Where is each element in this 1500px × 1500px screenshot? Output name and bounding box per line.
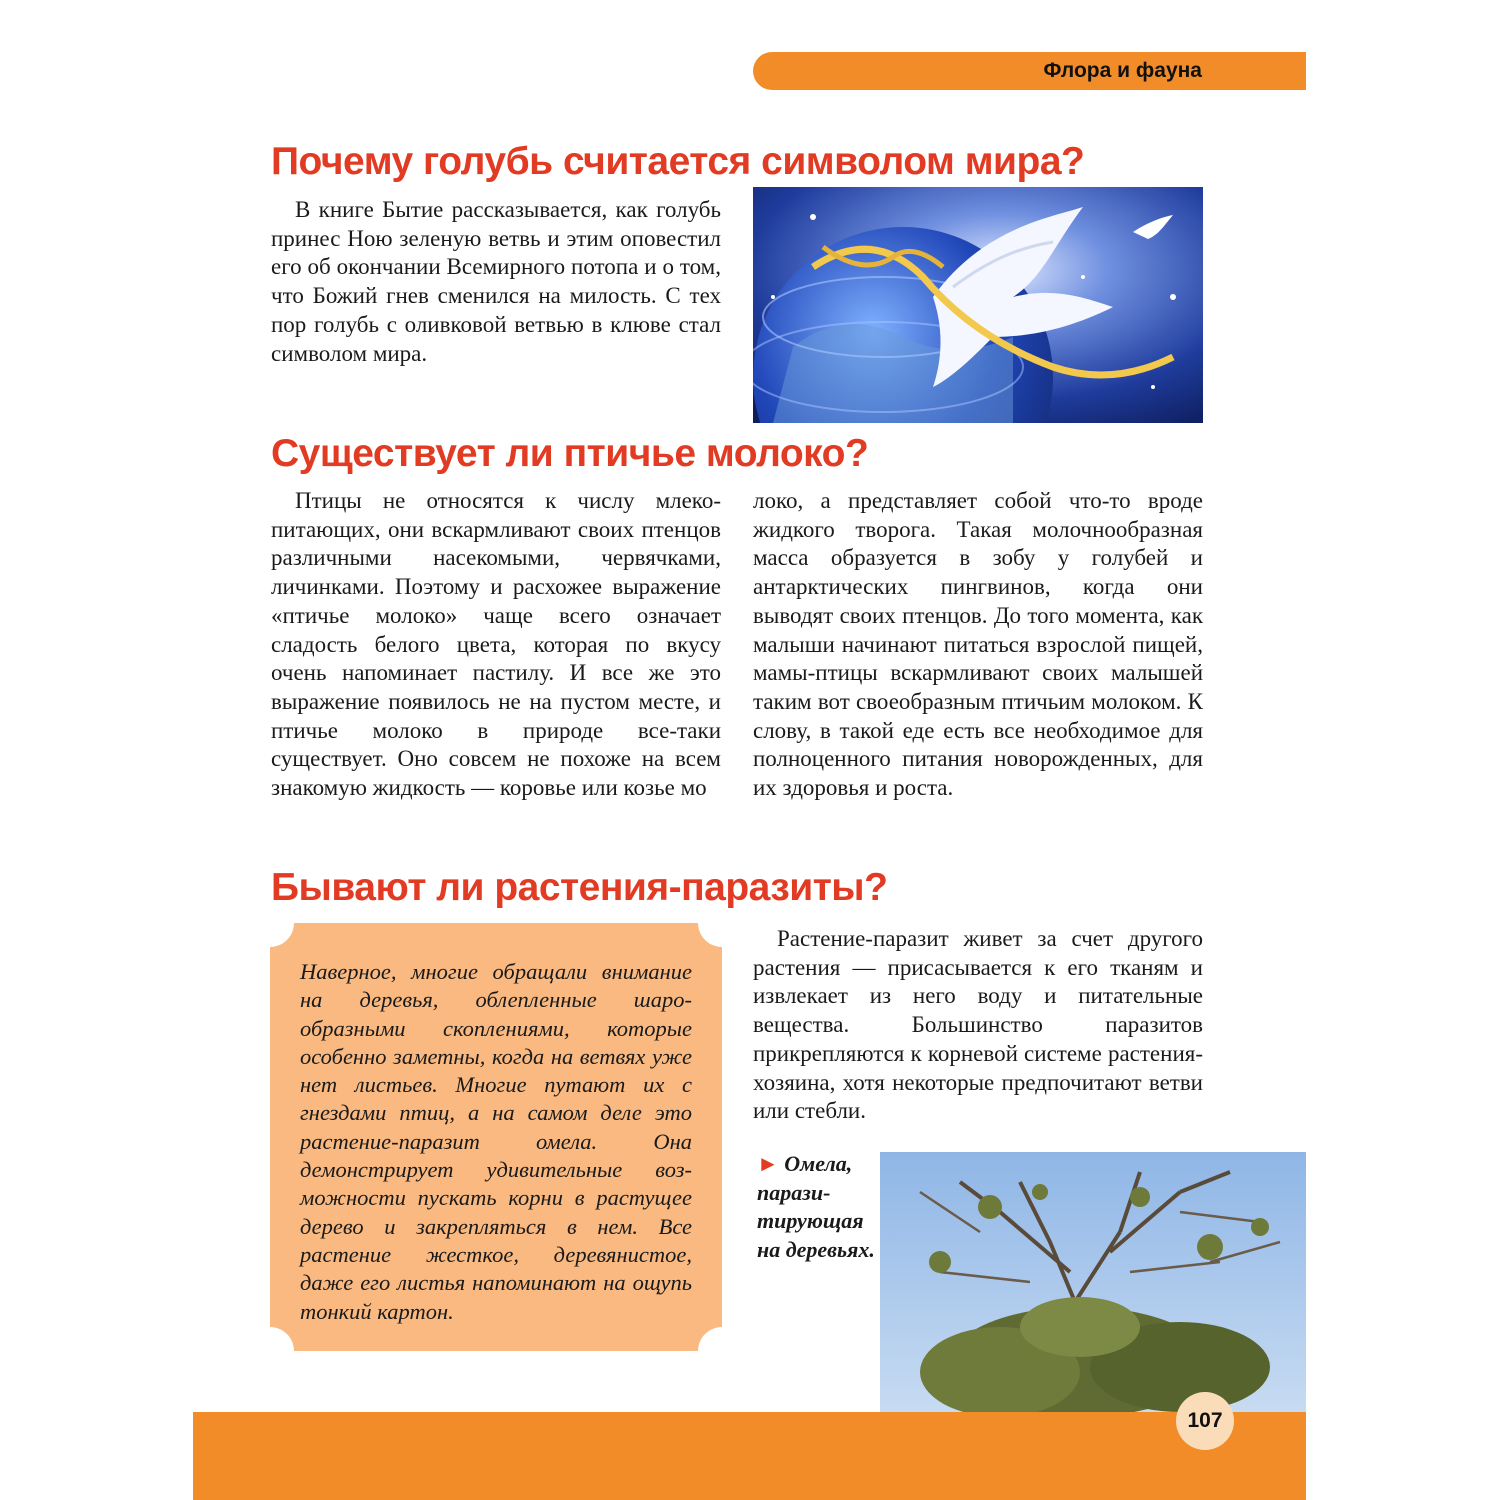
section-header-bar xyxy=(753,52,1306,90)
photo-caption xyxy=(757,1150,875,1264)
text-bird-milk-column-1: Птицы не относятся к числу млекопитающих, они вскармливают своих птенцов различными насекомыми, червячками, личинками. Поэтому и расхожее выражение «птичье молоко» чаще всего означает сладость белого цвета, которая по вкусу очень напоминает пастилу. И все же это выражение появилось не на пустом месте, и птичье молоко в природе все-таки существует. Оно совсем не похоже на всем знакомую жидкость — коровье или козье мо xyxy=(271,488,721,801)
caption-text: Омела, паразитирующая на деревьях. xyxy=(757,1151,875,1262)
text-parasitic-plants: Растение-паразит живет за счет другого растения — присасывается к его тканям и извлекает из него воду и питательные вещества. Большинство паразитов прикрепляются к корневой системе растения-хозяина, хотя некоторые предпочитают ветви или стебли. xyxy=(753,926,1203,1124)
tree-picture xyxy=(880,1152,1306,1412)
heading-dove-symbol: Почему голубь считается символом мира? xyxy=(271,140,1085,183)
text-bird-milk-column-2: локо, а представляет собой что-то вроде жидкого творога. Такая молочнообразная масса образуется в зобу у голубей и антарктических пингвинов, когда они выводят своих птенцов. До того момента, как малыши начинают питаться взрослой пищей, мамы-птицы вскармливают своих малышей таким вот своеобразным птичьим молоком. К слову, в такой еде есть все необходимое для полноценного питания новорожденных, для их здоровья и роста. xyxy=(753,488,1203,801)
heading-bird-milk: Существует ли птичье молоко? xyxy=(271,432,869,475)
dove-globe-picture xyxy=(753,187,1203,423)
dove-illustration xyxy=(753,187,1203,423)
text-dove-symbol: В книге Бытие рассказывается, как голубь принес Ною зеленую ветвь и этим оповестил его об окончании Всемирного потопа и о том, что Божий гнев сменился на милость. С тех пор голубь с оливковой ветвью в клюве стал символом мира. xyxy=(271,197,721,366)
section-header-label: Флора и фауна xyxy=(1043,59,1202,82)
page-number-badge: 107 xyxy=(1176,1392,1234,1450)
mistletoe-photo xyxy=(880,1152,1306,1412)
caption-arrow-icon: ► xyxy=(757,1151,779,1176)
note-mistletoe-text: Наверное, многие обращали внимание на деревья, облепленные шарообразными скоплениями, которые особенно заметны, когда на ветвях уже нет листьев. Многие путают их с гнездами птиц, а на самом деле это растение-паразит омела. Она демонстрирует удивительные возможности пускать корни в растущее дерево и закрепляться в нем. Все растение жесткое, деревянистое, даже его листья напоминают на ощупь тонкий картон. xyxy=(300,959,692,1324)
heading-parasitic-plants: Бывают ли растения-паразиты? xyxy=(271,866,888,909)
footer-bar xyxy=(193,1412,1306,1500)
